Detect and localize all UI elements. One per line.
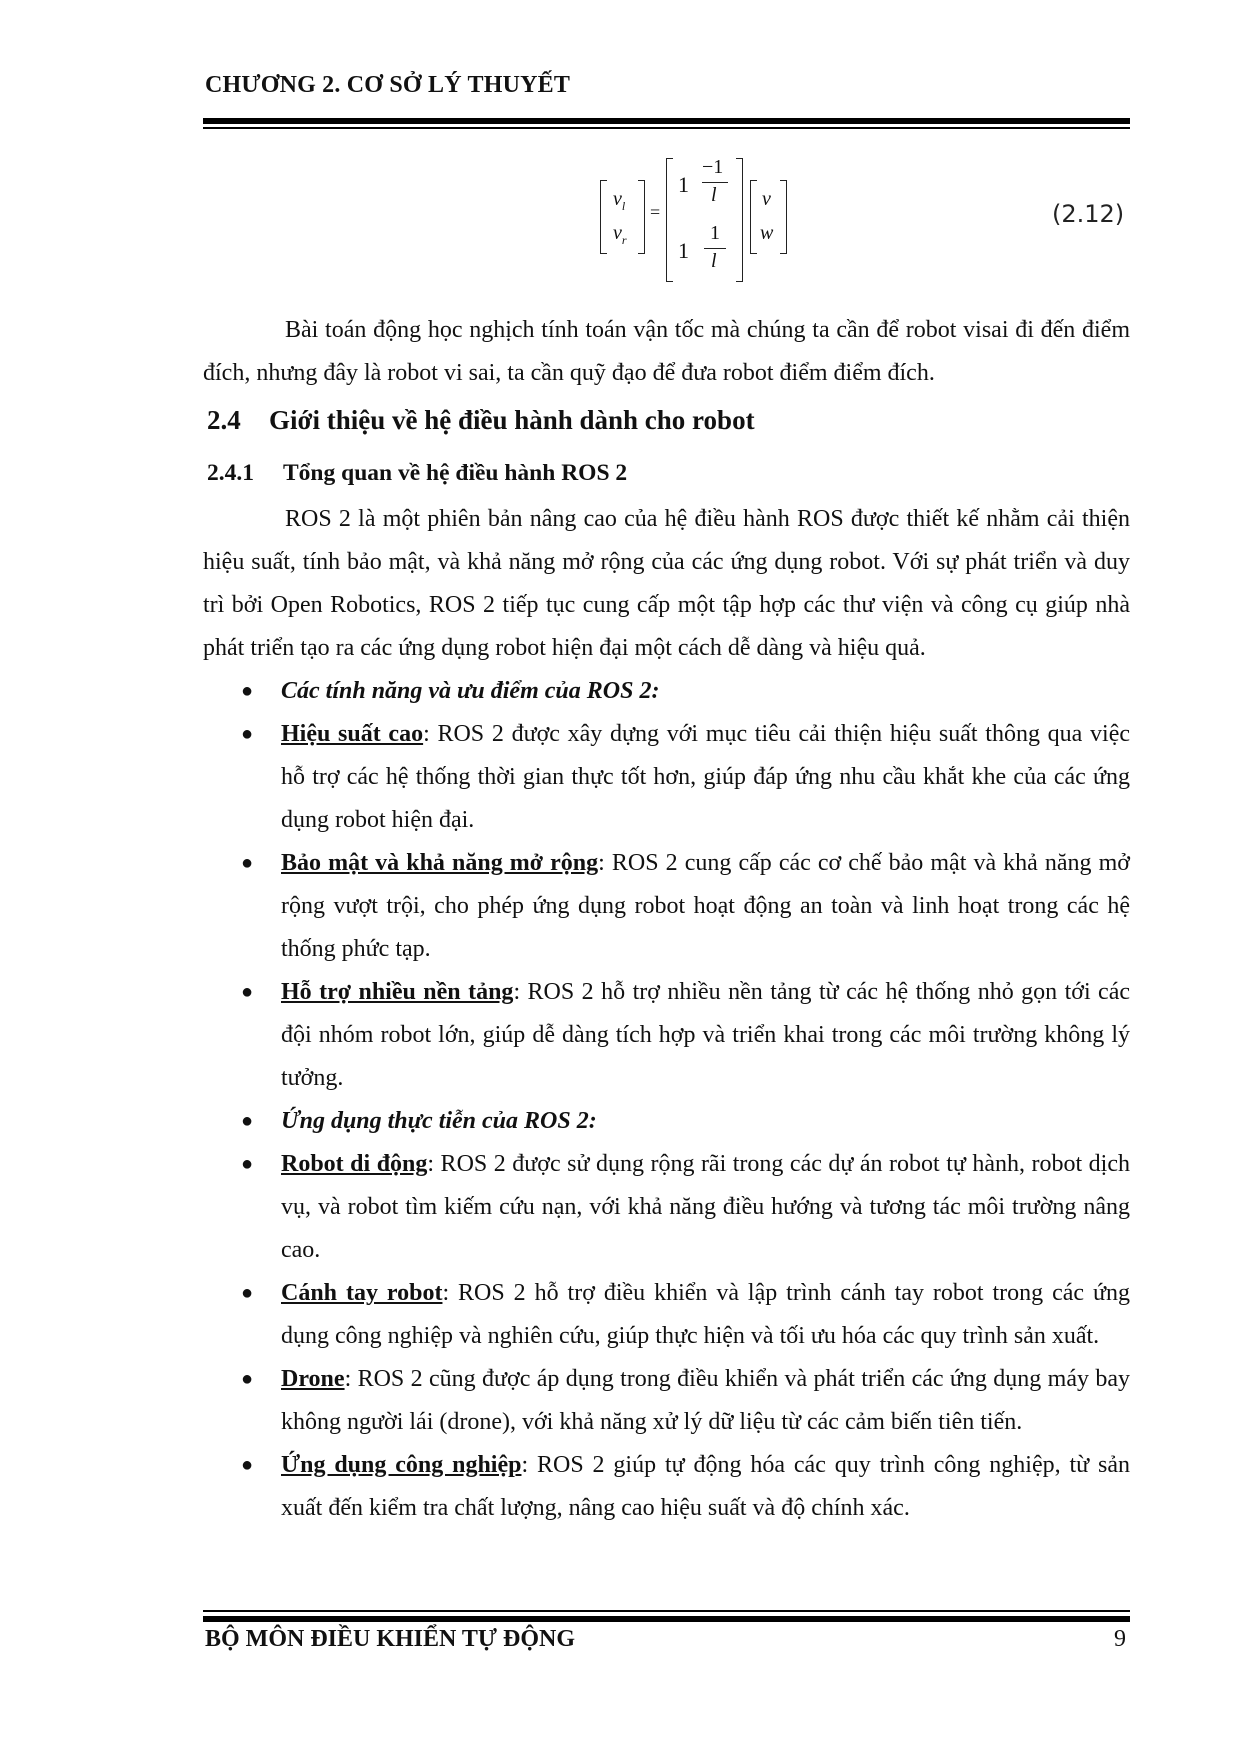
footer-department: BỘ MÔN ĐIỀU KHIỂN TỰ ĐỘNG	[205, 1626, 576, 1652]
matrix-r2c2-den: l	[711, 250, 717, 272]
equation-2-12	[600, 158, 810, 282]
page-number: 9	[1114, 1626, 1126, 1652]
bullet-icon: ●	[241, 723, 254, 745]
list-item: ● Robot di động: ROS 2 được sử dụng rộng rãi trong các dự án robot tự hành, robot dịch vụ, và robot tìm kiếm cứu nạn, với khả năng điều hướng và tương tác môi trường nâng cao.	[203, 1143, 1130, 1272]
footer-rule-thin	[203, 1610, 1130, 1612]
equals-sign: =	[650, 202, 661, 222]
lhs-v-l: $v_l$	[613, 188, 626, 213]
header-rule-thick	[203, 118, 1130, 124]
rhs-v: v	[762, 188, 771, 210]
bullet-list	[203, 670, 1130, 1530]
section-heading: 2.4 Giới thiệu về hệ điều hành dành cho robot	[207, 405, 755, 435]
lhs-v-r: $v_r$	[613, 222, 627, 247]
matrix-r2c2-num: 1	[710, 222, 720, 244]
list-item: ● Drone: ROS 2 cũng được áp dụng trong điều khiển và phát triển các ứng dụng máy bay không người lái (drone), với khả năng xử lý dữ liệu từ các cảm biến tiên tiến.	[203, 1358, 1130, 1444]
matrix-r1c2-den: l	[711, 184, 717, 206]
matrix-r1c2-num: −1	[702, 156, 724, 178]
equation-number: (2.12)	[1052, 200, 1125, 228]
bullet-icon: ●	[241, 1454, 254, 1476]
bullet-icon: ●	[241, 1282, 254, 1304]
lhs-bracket-right	[638, 180, 645, 254]
list-item: ● Hiệu suất cao: ROS 2 được xây dựng với mục tiêu cải thiện hiệu suất thông qua việc hỗ trợ các hệ thống thời gian thực tốt hơn, giúp đáp ứng nhu cầu khắt khe của các ứng dụng robot hiện đại.	[203, 713, 1130, 842]
matrix-r2c1: 1	[678, 238, 689, 263]
bullet-icon: ●	[241, 1368, 254, 1390]
rhs-bracket-right	[780, 180, 787, 254]
matrix-r1c1: 1	[678, 172, 689, 197]
list-item: ● Hỗ trợ nhiều nền tảng: ROS 2 hỗ trợ nhiều nền tảng từ các hệ thống nhỏ gọn tới các đội nhóm robot lớn, giúp dễ dàng tích hợp và triển khai trong các môi trường không lý tưởng.	[203, 971, 1130, 1100]
rhs-w: w	[760, 222, 774, 244]
bullet-icon: ●	[241, 1153, 254, 1175]
list-item: ● Ứng dụng thực tiễn của ROS 2:	[203, 1100, 1130, 1143]
paragraph-inverse-kinematics: Bài toán động học nghịch tính toán vận tốc mà chúng ta cần để robot visai đi đến điểm đích, nhưng đây là robot vi sai, ta cần quỹ đạo để đưa robot điểm điểm đích.	[203, 317, 1130, 386]
bullet-icon: ●	[241, 1110, 254, 1132]
subsection-heading: 2.4.1 Tổng quan về hệ điều hành ROS 2	[207, 460, 628, 486]
rhs-bracket-left	[750, 180, 757, 254]
footer-rule-thick	[203, 1616, 1130, 1622]
header-rule-thin	[203, 127, 1130, 129]
paragraph-ros2-overview: ROS 2 là một phiên bản nâng cao của hệ điều hành ROS được thiết kế nhằm cải thiện hiệu suất, tính bảo mật, và khả năng mở rộng của các ứng dụng robot. Với sự phát triển và duy trì bởi Open Robotics, ROS 2 tiếp tục cung cấp một tập hợp các thư viện và công cụ giúp nhà phát triển tạo ra các ứng dụng robot hiện đại một cách dễ dàng và hiệu quả.	[203, 506, 1130, 661]
list-item: ● Bảo mật và khả năng mở rộng: ROS 2 cung cấp các cơ chế bảo mật và khả năng mở rộng vượt trội, cho phép ứng dụng robot hoạt động an toàn và linh hoạt trong các hệ thống phức tạp.	[203, 842, 1130, 971]
chapter-header: CHƯƠNG 2. CƠ SỞ LÝ THUYẾT	[205, 72, 571, 98]
list-item: ● Cánh tay robot: ROS 2 hỗ trợ điều khiển và lập trình cánh tay robot trong các ứng dụng công nghiệp và nghiên cứu, giúp thực hiện và tối ưu hóa các quy trình sản xuất.	[203, 1272, 1130, 1358]
lhs-bracket-left	[600, 180, 607, 254]
bullet-icon: ●	[241, 852, 254, 874]
bullet-icon: ●	[241, 680, 254, 702]
list-item: ● Các tính năng và ưu điểm của ROS 2:	[203, 670, 1130, 713]
bullet-icon: ●	[241, 981, 254, 1003]
matrix-bracket-left	[666, 158, 673, 282]
list-item: ● Ứng dụng công nghiệp: ROS 2 giúp tự động hóa các quy trình công nghiệp, từ sản xuất đến kiểm tra chất lượng, nâng cao hiệu suất và độ chính xác.	[203, 1444, 1130, 1530]
matrix-bracket-right	[736, 158, 743, 282]
